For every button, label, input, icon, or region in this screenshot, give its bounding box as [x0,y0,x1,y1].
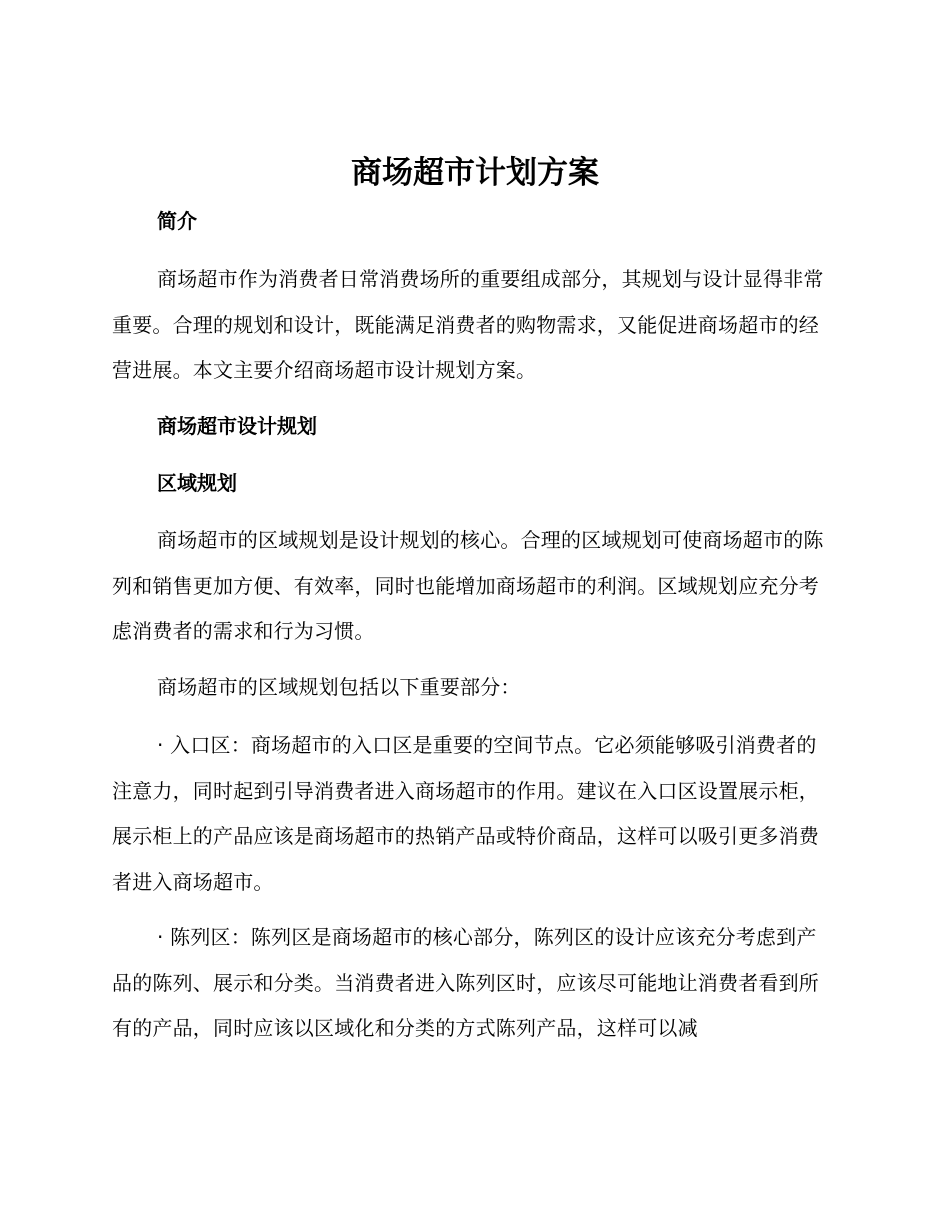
display-list-item: · 陈列区：陈列区是商场超市的核心部分，陈列区的设计应该充分考虑到产品的陈列、展示和分类。当消费者进入陈列区时，应该尽可能地让消费者看到所有的产品，同时应该以区域化和分类的方式陈列产品，这样可以减 [112,925,819,1040]
zone-paragraph-1: 商场超市的区域规划是设计规划的核心。合理的区域规划可使商场超市的陈列和销售更加方便、有效率，同时也能增加商场超市的利润。区域规划应充分考虑消费者的需求和行为习惯。 [112,528,824,643]
design-heading: 商场超市设计规划 [157,414,317,438]
zone-heading: 区域规划 [157,471,237,495]
document-title: 商场超市计划方案 [351,155,599,191]
intro-paragraph: 商场超市作为消费者日常消费场所的重要组成部分，其规划与设计显得非常重要。合理的规划和设计，既能满足消费者的购物需求，又能促进商场超市的经营进展。本文主要介绍商场超市设计规划方案。 [112,267,824,382]
zone-paragraph-2: 商场超市的区域规划包括以下重要部分： [157,675,521,699]
entrance-list-item: · 入口区：商场超市的入口区是重要的空间节点。它必须能够吸引消费者的注意力，同时起到引导消费者进入商场超市的作用。建议在入口区设置展示柜，展示柜上的产品应该是商场超市的热销产品或特价商品，这样可以吸引更多消费者进入商场超市。 [112,733,819,894]
intro-heading: 简介 [157,209,197,233]
